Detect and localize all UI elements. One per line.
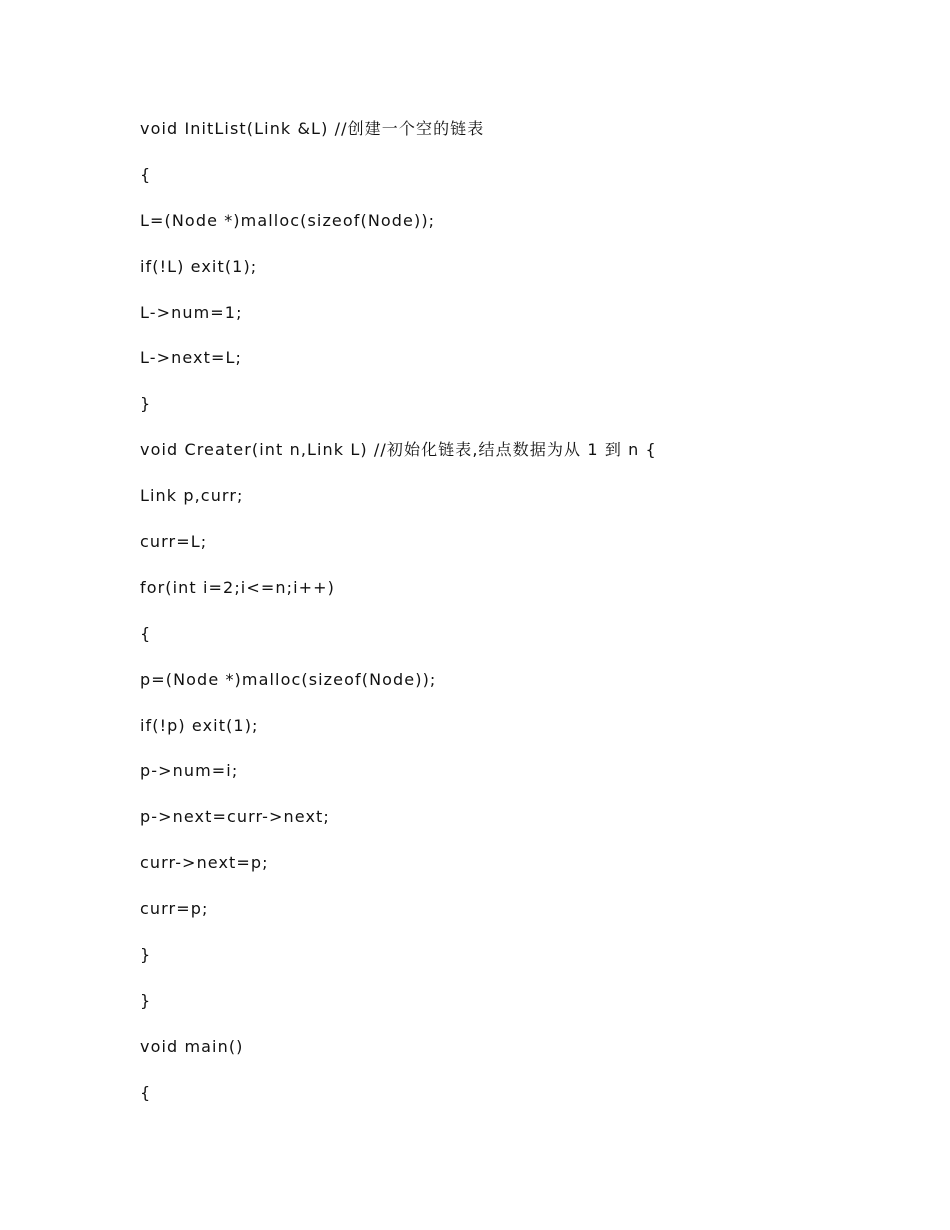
code-line: L->num=1; xyxy=(140,302,243,322)
code-line: } xyxy=(140,394,152,414)
code-line: void Creater(int n,Link L) //初始化链表,结点数据为从 1 到 n { xyxy=(140,440,657,460)
code-line: p->next=curr->next; xyxy=(140,807,330,827)
code-line: { xyxy=(140,1082,152,1102)
code-line: curr=p; xyxy=(140,899,209,919)
code-line: p=(Node *)malloc(sizeof(Node)); xyxy=(140,669,437,689)
code-listing xyxy=(140,116,900,1126)
code-line: curr=L; xyxy=(140,532,208,552)
code-line: { xyxy=(140,164,152,184)
code-line: void main() xyxy=(140,1036,244,1056)
code-line: { xyxy=(140,623,152,643)
code-line: curr->next=p; xyxy=(140,853,269,873)
code-line: void InitList(Link &L) //创建一个空的链表 xyxy=(140,119,485,138)
code-line: } xyxy=(140,945,152,965)
code-line: for(int i=2;i<=n;i++) xyxy=(140,577,335,597)
code-line: Link p,curr; xyxy=(140,486,244,506)
code-line: if(!L) exit(1); xyxy=(140,256,258,276)
code-line: } xyxy=(140,990,152,1010)
code-line: L=(Node *)malloc(sizeof(Node)); xyxy=(140,210,436,230)
code-line: if(!p) exit(1); xyxy=(140,715,259,735)
code-line: p->num=i; xyxy=(140,761,239,781)
code-line: L->next=L; xyxy=(140,348,242,368)
